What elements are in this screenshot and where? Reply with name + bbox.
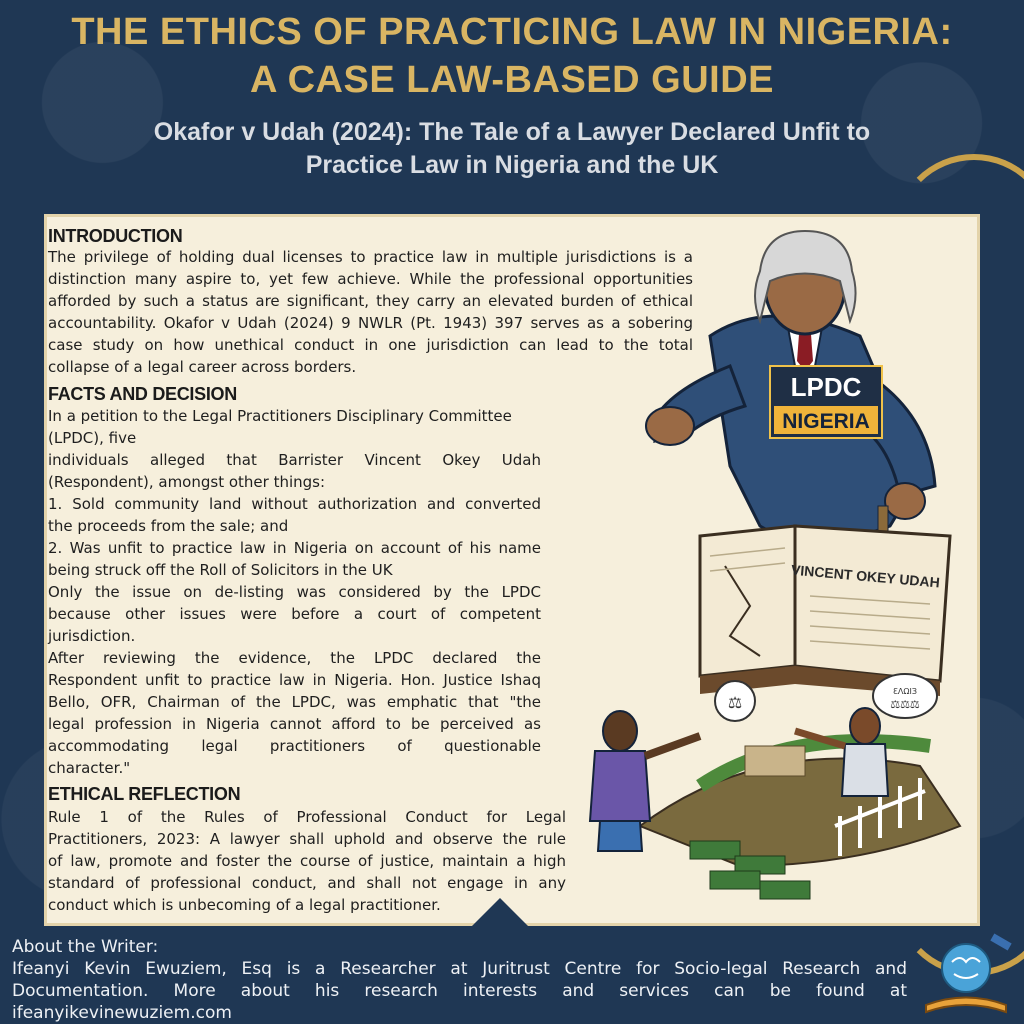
book-name-text: VINCENT OKEY UDAH xyxy=(790,561,941,591)
facts-text xyxy=(48,405,541,779)
facts-line: (LPDC), five xyxy=(48,429,137,447)
man-right-shirt xyxy=(842,744,888,796)
about-line: Documentation. More about his research interests and services can be found at xyxy=(12,981,907,1001)
intro-line: accountability. Okafor v Udah (2024) 9 NWLR (Pt. 1943) 397 serves as a sobering xyxy=(48,314,693,332)
reflection-line: standard of professional conduct, and shall not engage in any xyxy=(48,874,566,892)
facts-line: Bello, OFR, Chairman of the LPDC, was emphatic that "the xyxy=(48,693,541,711)
facts-line: individuals alleged that Barrister Vincent Okey Udah xyxy=(48,451,541,469)
page-title xyxy=(0,8,1024,104)
facts-line: because other issues were before a court of competent xyxy=(48,605,541,623)
reflection-heading: ETHICAL REFLECTION xyxy=(48,784,241,804)
facts-line: Only the issue on de-listing was considered by the LPDC xyxy=(48,583,541,601)
man-left-head xyxy=(603,711,637,751)
panel-notch xyxy=(470,898,530,928)
intro-line: afforded by such a status are significant, they carry an elevated burden of ethical xyxy=(48,292,693,310)
speech-icon: ⚖ xyxy=(727,693,743,712)
brain-book-logo-icon xyxy=(916,930,1016,1020)
badge-line-1: LPDC xyxy=(790,372,862,402)
intro-line: The privilege of holding dual licenses to practice law in multiple jurisdictions is a xyxy=(48,248,693,266)
man-left-arm xyxy=(645,736,700,756)
reflection-line: Rule 1 of the Rules of Professional Conduct for Legal xyxy=(48,808,566,826)
facts-line: Respondent unfit to practice law in Nigeria. Hon. Justice Ishaq xyxy=(48,671,541,689)
intro-line: distinction many aspire to, yet few achieve. While the professional opportunities xyxy=(48,270,693,288)
intro-line: collapse of a legal career across borders. xyxy=(48,358,357,376)
distant-building xyxy=(745,746,805,776)
intro-line: case study on how unethical conduct in one jurisdiction can lead to the total xyxy=(48,336,693,354)
judge-fist xyxy=(646,407,694,445)
facts-line: 1. Sold community land without authorization and converted xyxy=(48,495,541,513)
facts-line: legal profession in Nigeria cannot afford to be perceived as xyxy=(48,715,541,733)
facts-line: 2. Was unfit to practice law in Nigeria on account of his name xyxy=(48,539,541,557)
man-left-shirt xyxy=(590,751,650,821)
judge-hand xyxy=(885,483,925,519)
about-line: Ifeanyi Kevin Ewuziem, Esq is a Researcher at Juritrust Centre for Socio-legal Research and xyxy=(12,959,907,979)
facts-line: being struck off the Roll of Solicitors in the UK xyxy=(48,561,393,579)
subtitle-line-1: Okafor v Udah (2024): The Tale of a Lawyer Declared Unfit to xyxy=(153,118,871,146)
facts-line: (Respondent), amongst other things: xyxy=(48,473,326,491)
facts-line: accommodating legal practitioners of questionable xyxy=(48,737,541,755)
reflection-line: Practitioners, 2023: A lawyer shall uphold and observe the rule xyxy=(48,830,566,848)
badge-line-2: NIGERIA xyxy=(782,410,870,433)
facts-line: the proceeds from the sale; and xyxy=(48,517,289,535)
introduction-heading: INTRODUCTION xyxy=(48,226,183,246)
subtitle-line-2: Practice Law in Nigeria and the UK xyxy=(305,151,719,179)
man-right-head xyxy=(850,708,880,744)
page-subtitle xyxy=(0,116,1024,182)
facts-line: character." xyxy=(48,759,131,777)
title-line-2: A CASE LAW-BASED GUIDE xyxy=(250,59,774,101)
reflection-line: of law, promote and foster the course of justice, maintain a high xyxy=(48,852,566,870)
speech-bubble-right xyxy=(873,674,937,718)
about-label: About the Writer: xyxy=(12,937,159,957)
title-line-1: THE ETHICS OF PRACTICING LAW IN NIGERIA: xyxy=(71,11,953,53)
facts-heading: FACTS AND DECISION xyxy=(48,384,237,404)
about-writer xyxy=(12,936,907,1024)
judge-illustration xyxy=(560,226,978,916)
man-left-shorts xyxy=(598,821,642,851)
writer-website-link[interactable]: ifeanyikevinewuziem.com xyxy=(12,1003,232,1023)
reflection-line: conduct which is unbecoming of a legal practitioner. xyxy=(48,896,441,914)
speech-bubble-text: ƐΛΩIЗ xyxy=(893,687,917,696)
facts-line: After reviewing the evidence, the LPDC declared the xyxy=(48,649,541,667)
header xyxy=(0,0,1024,210)
scales-icon: ⚖⚖⚖ xyxy=(890,698,920,711)
facts-line: In a petition to the Legal Practitioners Disciplinary Committee xyxy=(48,407,512,425)
facts-line: jurisdiction. xyxy=(48,627,136,645)
